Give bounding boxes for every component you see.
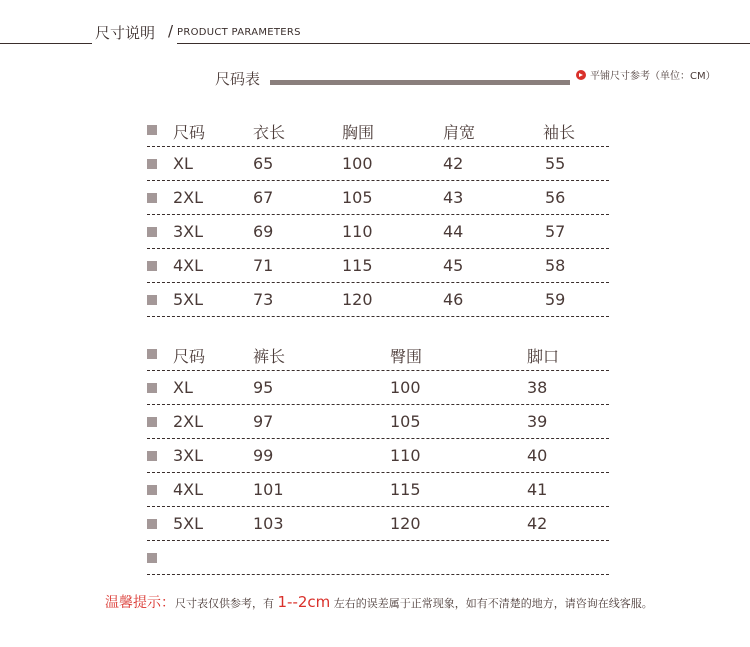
header-cell: 脚口 (527, 347, 560, 366)
table-cell: 99 (253, 446, 274, 465)
row-bullet (147, 295, 157, 305)
size-chart-title-rule (270, 80, 570, 85)
table-row-empty (147, 541, 609, 575)
header-cell: 裤长 (253, 347, 286, 366)
table-cell: 73 (253, 290, 274, 309)
table-cell: XL (173, 154, 193, 173)
table-cell: 42 (443, 154, 464, 173)
table-cell: 56 (545, 188, 566, 207)
header-cell: 肩宽 (443, 123, 476, 142)
table-cell: 67 (253, 188, 274, 207)
table-row (147, 283, 609, 317)
table-cell: 55 (545, 154, 566, 173)
warm-tip-range: 1--2cm (277, 593, 331, 611)
warm-tip-text-after: 左右的误差属于正常现象，如有不清楚的地方，请咨询在线客服。 (330, 597, 653, 610)
table-cell: 2XL (173, 188, 204, 207)
table-cell: 110 (342, 222, 373, 241)
table-cell: 101 (253, 480, 284, 499)
table-cell: 100 (390, 378, 421, 397)
row-bullet (147, 349, 157, 359)
table-cell: 42 (527, 514, 548, 533)
warm-tip (105, 592, 653, 612)
row-bullet (147, 227, 157, 237)
table-cell: 115 (390, 480, 421, 499)
header-cell: 胸围 (342, 123, 375, 142)
unit-note (576, 67, 716, 82)
table-row (147, 215, 609, 249)
header (0, 0, 750, 46)
table-cell: 97 (253, 412, 274, 431)
table-cell: 110 (390, 446, 421, 465)
row-bullet (147, 383, 157, 393)
warm-tip-text-before: 尺寸表仅供参考，有 (175, 597, 278, 610)
table-cell: 103 (253, 514, 284, 533)
red-circle-arrow-icon (576, 70, 586, 80)
table-row (147, 473, 609, 507)
unit-note-text: 平铺尺寸参考（单位：CM） (590, 71, 716, 82)
header-cell: 袖长 (543, 123, 576, 142)
table-row (147, 371, 609, 405)
top-size-table (147, 113, 609, 317)
table-cell: 45 (443, 256, 464, 275)
row-bullet (147, 261, 157, 271)
table-row (147, 439, 609, 473)
table-cell: 58 (545, 256, 566, 275)
table-cell: 95 (253, 378, 274, 397)
table-row (147, 147, 609, 181)
table-cell: 38 (527, 378, 548, 397)
table-cell: 69 (253, 222, 274, 241)
table-header-row (147, 337, 609, 371)
warm-tip-label: 温馨提示： (105, 595, 175, 611)
table-cell: 43 (443, 188, 464, 207)
table-cell: 5XL (173, 514, 204, 533)
table-row (147, 249, 609, 283)
row-bullet (147, 193, 157, 203)
table-cell: 71 (253, 256, 274, 275)
table-header-row (147, 113, 609, 147)
header-cell: 尺码 (173, 123, 206, 142)
table-row (147, 507, 609, 541)
row-bullet (147, 417, 157, 427)
header-slash: / (168, 22, 174, 40)
row-bullet (147, 125, 157, 135)
table-cell: 120 (342, 290, 373, 309)
header-cell: 衣长 (253, 123, 286, 142)
table-cell: 59 (545, 290, 566, 309)
bottom-size-table (147, 337, 609, 575)
row-bullet (147, 159, 157, 169)
table-cell: 105 (390, 412, 421, 431)
header-cell: 尺码 (173, 347, 206, 366)
table-cell: 3XL (173, 222, 204, 241)
row-bullet (147, 451, 157, 461)
table-cell: 65 (253, 154, 274, 173)
table-cell: 39 (527, 412, 548, 431)
header-title-cn: 尺寸说明 (95, 24, 156, 42)
table-cell: 115 (342, 256, 373, 275)
table-cell: 4XL (173, 256, 204, 275)
table-cell: 57 (545, 222, 566, 241)
table-cell: 2XL (173, 412, 204, 431)
table-cell: 100 (342, 154, 373, 173)
table-row (147, 405, 609, 439)
row-bullet (147, 485, 157, 495)
table-cell: 4XL (173, 480, 204, 499)
table-cell: XL (173, 378, 193, 397)
table-cell: 41 (527, 480, 548, 499)
row-bullet (147, 553, 157, 563)
header-cell: 臀围 (390, 347, 423, 366)
table-cell: 5XL (173, 290, 204, 309)
table-cell: 46 (443, 290, 464, 309)
header-rule-right (177, 43, 750, 44)
table-cell: 44 (443, 222, 464, 241)
row-bullet (147, 519, 157, 529)
table-cell: 3XL (173, 446, 204, 465)
table-cell: 120 (390, 514, 421, 533)
header-title-en: PRODUCT PARAMETERS (177, 27, 301, 38)
size-chart-title: 尺码表 (215, 70, 261, 88)
table-cell: 40 (527, 446, 548, 465)
table-row (147, 181, 609, 215)
header-rule-left (0, 43, 92, 44)
table-cell: 105 (342, 188, 373, 207)
